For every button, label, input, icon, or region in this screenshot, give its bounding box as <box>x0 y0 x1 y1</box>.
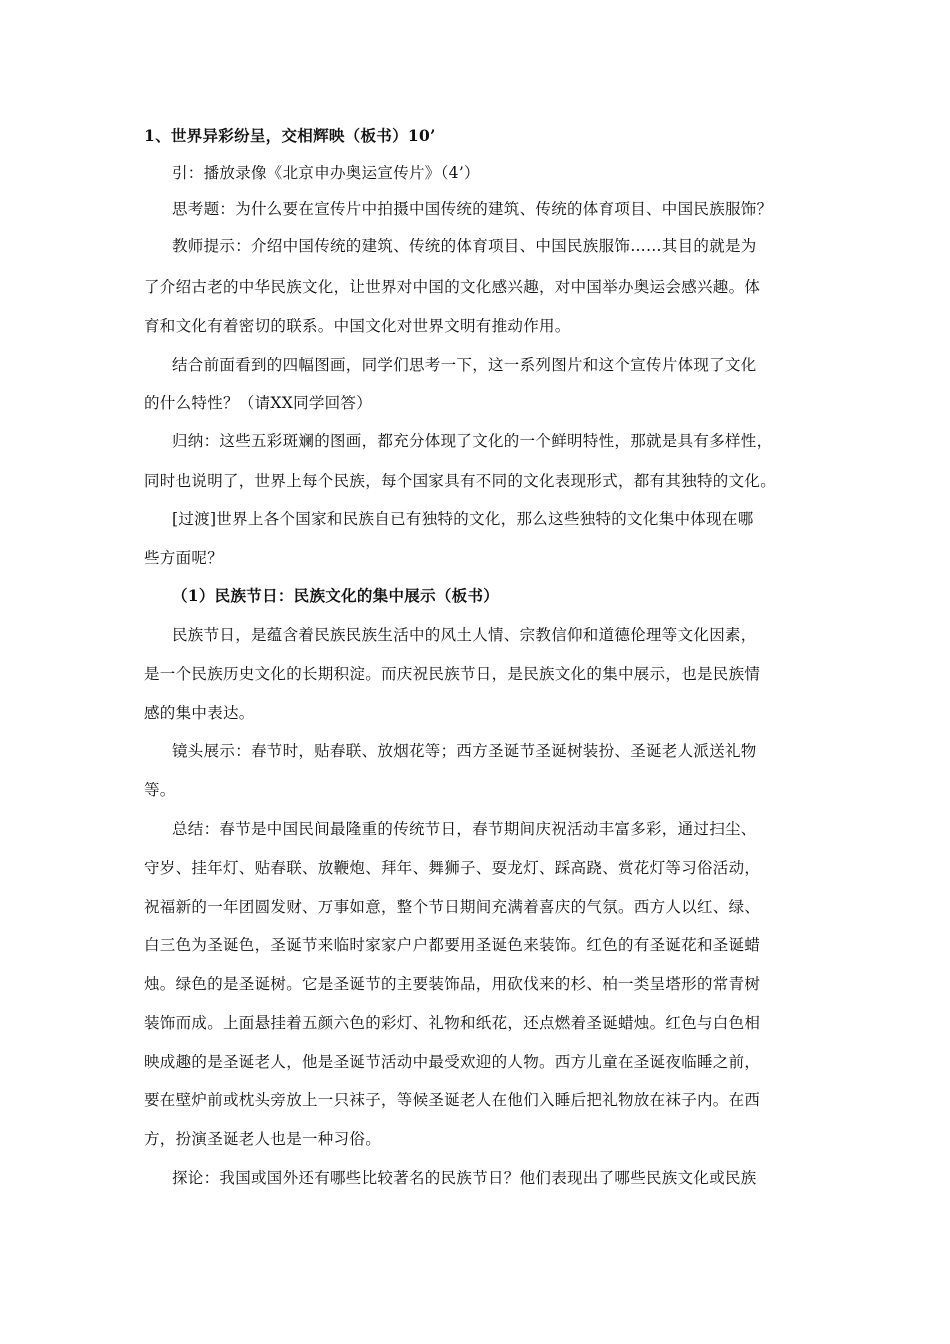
paragraph-line: 归纳：这些五彩斑斓的图画，都充分体现了文化的一个鲜明特性，那就是具有多样性， <box>172 432 773 450</box>
paragraph-line: 镜头展示：春节时，贴春联、放烟花等；西方圣诞节圣诞树装扮、圣诞老人派送礼物 <box>172 742 757 760</box>
paragraph-line: 祝福新的一年团圆发财、万事如意，整个节日期间充满着喜庆的气氛。西方人以红、绿、 <box>144 898 761 916</box>
paragraph-line: 映成趣的是圣诞老人，他是圣诞节活动中最受欢迎的人物。西方儿童在圣诞夜临睡之前， <box>144 1053 761 1071</box>
paragraph-line: 育和文化有着密切的联系。中国文化对世界文明有推动作用。 <box>144 317 571 335</box>
paragraph-line: 的什么特性？（请XX同学回答） <box>144 394 373 412</box>
paragraph-line: 是一个民族历史文化的长期积淀。而庆祝民族节日，是民族文化的集中展示，也是民族情 <box>144 665 761 683</box>
paragraph-line: 总结：春节是中国民间最隆重的传统节日，春节期间庆祝活动丰富多彩，通过扫尘、 <box>172 820 757 838</box>
paragraph-line: 民族节日，是蕴含着民族民族生活中的风土人情、宗教信仰和道德伦理等文化因素， <box>172 626 757 644</box>
paragraph-line: 结合前面看到的四幅图画，同学们思考一下，这一系列图片和这个宣传片体现了文化 <box>172 356 757 374</box>
paragraph-line: 教师提示：介绍中国传统的建筑、传统的体育项目、中国民族服饰……其目的就是为 <box>172 237 757 255</box>
paragraph-line: 同时也说明了，世界上每个民族，每个国家具有不同的文化表现形式，都有其独特的文化。 <box>144 472 777 490</box>
paragraph-line: 些方面呢？ <box>144 549 224 567</box>
section-heading: 1、世界异彩纷呈，交相辉映（板书）10’ <box>144 126 436 145</box>
paragraph-line: 要在壁炉前或枕头旁放上一只袜子，等候圣诞老人在他们入睡后把礼物放在袜子内。在西 <box>144 1091 761 1109</box>
paragraph-line: 装饰而成。上面悬挂着五颜六色的彩灯、礼物和纸花，还点燃着圣诞蜡烛。红色与白色相 <box>144 1014 761 1032</box>
paragraph-line: 烛。绿色的是圣诞树。它是圣诞节的主要装饰品，用砍伐来的杉、柏一类呈塔形的常青树 <box>144 975 761 993</box>
paragraph-line: 了介绍古老的中华民族文化，让世界对中国的文化感兴趣，对中国举办奥运会感兴趣。体 <box>144 278 761 296</box>
paragraph-line: 思考题：为什么要在宣传片中拍摄中国传统的建筑、传统的体育项目、中国民族服饰？ <box>172 200 773 218</box>
section-heading: （1）民族节日：民族文化的集中展示（板书） <box>172 586 500 605</box>
paragraph-line: 探论：我国或国外还有哪些比较著名的民族节日？他们表现出了哪些民族文化或民族 <box>172 1169 757 1187</box>
paragraph-line: 方，扮演圣诞老人也是一种习俗。 <box>144 1130 382 1148</box>
paragraph-line: 等。 <box>144 781 176 799</box>
paragraph-line: 白三色为圣诞色，圣诞节来临时家家户户都要用圣诞色来装饰。红色的有圣诞花和圣诞蜡 <box>144 936 761 954</box>
paragraph-line: 守岁、挂年灯、贴春联、放鞭炮、拜年、舞狮子、耍龙灯、踩高跷、赏花灯等习俗活动， <box>144 859 761 877</box>
paragraph-line: 引：播放录像《北京申办奥运宣传片》（4’） <box>172 164 480 182</box>
paragraph-line: [过渡]世界上各个国家和民族自已有独特的文化，那么这些独特的文化集中体现在哪 <box>172 510 754 528</box>
paragraph-line: 感的集中表达。 <box>144 704 255 722</box>
